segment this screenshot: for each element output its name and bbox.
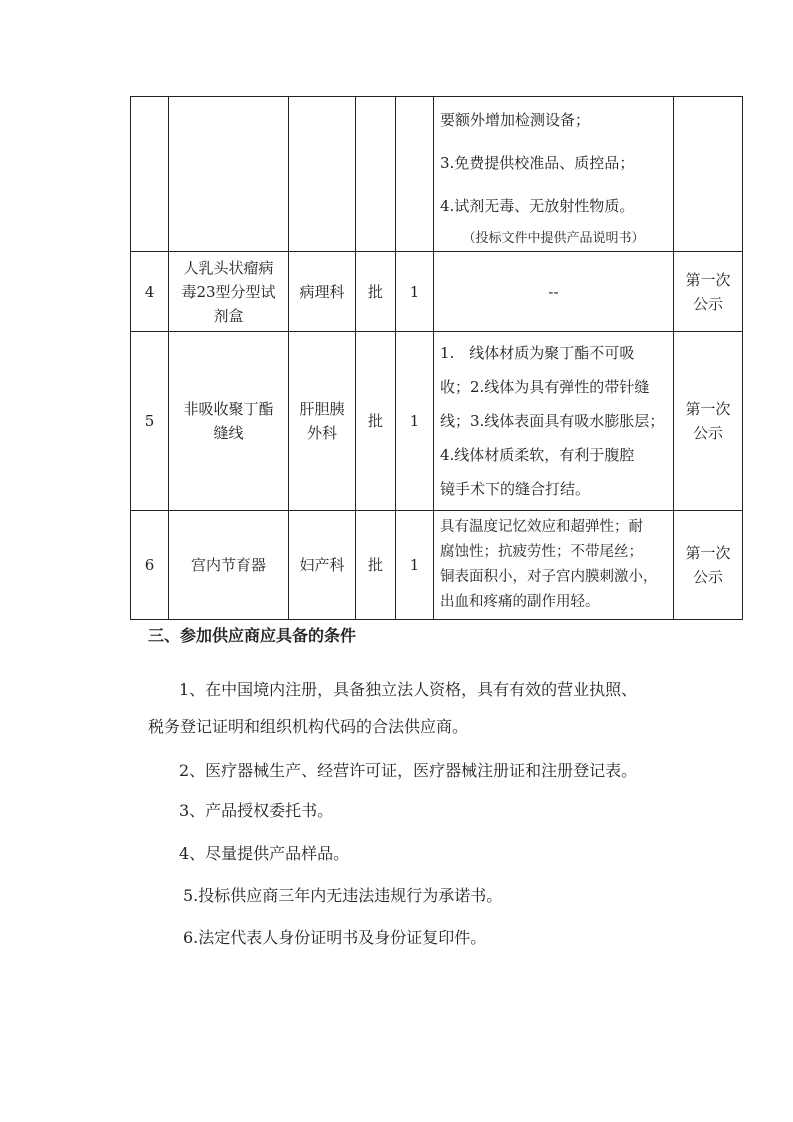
cell-no [131,97,169,252]
cell-dept [289,97,356,252]
product-spec-table [130,96,743,620]
cell-requirements: -- [434,252,674,332]
dept-line: 肝胆胰 [299,400,345,418]
requirement-line: 线；3.线体表面具有吸水膨胀层； [440,412,665,430]
condition-item: 4、尽量提供产品样品。 [179,844,350,863]
requirement-line: 要额外增加检测设备； [440,110,591,129]
requirement-line: 镜手术下的缝合打结。 [440,480,591,498]
note-line: 公示 [692,568,723,586]
cell-note [674,97,743,252]
table-row [131,511,743,620]
cell-qty: 1 [396,511,434,620]
cell-dept [289,332,356,511]
requirement-line: 1. 线体材质为聚丁酯不可吸 [440,344,635,362]
table-row [131,332,743,511]
cell-note [674,252,743,332]
cell-requirements [434,511,674,620]
requirement-line: 腐蚀性；抗疲劳性；不带尾丝； [440,544,643,560]
condition-item: 6.法定代表人身份证明书及身份证复印件。 [183,928,487,947]
note-line: 公示 [692,424,723,442]
condition-item: 3、产品授权委托书。 [179,801,334,820]
table-row [131,252,743,332]
cell-qty: 1 [396,332,434,511]
section-heading: 三、参加供应商应具备的条件 [148,626,357,645]
cell-name [169,97,289,252]
cell-name: 宫内节育器 [169,511,289,620]
requirement-line: 收；2.线体为具有弹性的带针缝 [440,378,650,396]
condition-item: 1、在中国境内注册，具备独立法人资格，具有有效的营业执照、 [179,680,638,699]
cell-note [674,332,743,511]
name-line: 非吸收聚丁酯 [183,400,274,418]
cell-requirements [434,332,674,511]
cell-no: 4 [131,252,169,332]
cell-unit: 批 [356,252,396,332]
cell-unit: 批 [356,511,396,620]
cell-dept: 病理科 [289,252,356,332]
cell-name [169,332,289,511]
cell-unit [356,97,396,252]
note-line: 公示 [692,294,723,313]
name-line: 剂盒 [213,306,244,325]
requirement-note: （投标文件中提供产品说明书） [462,230,645,246]
note-line: 第一次 [685,544,731,562]
condition-item: 5.投标供应商三年内无违法违规行为承诺书。 [183,886,503,905]
cell-unit: 批 [356,332,396,511]
table-row [131,97,743,252]
name-line: 毒23型分型试 [181,282,276,301]
cell-dept: 妇产科 [289,511,356,620]
cell-no: 6 [131,511,169,620]
condition-item: 2、医疗器械生产、经营许可证，医疗器械注册证和注册登记表。 [179,761,638,780]
cell-name [169,252,289,332]
requirement-line: 出血和疼痛的副作用轻。 [440,594,600,610]
cell-no: 5 [131,332,169,511]
cell-note [674,511,743,620]
requirement-line: 铜表面积小，对子宫内膜刺激小， [440,569,658,585]
note-line: 第一次 [685,270,731,289]
name-line: 人乳头状瘤病 [183,258,274,277]
condition-item-continued: 税务登记证明和组织机构代码的合法供应商。 [148,717,469,736]
cell-qty [396,97,434,252]
cell-requirements [434,97,674,252]
name-line: 缝线 [213,424,244,442]
requirement-line: 4.试剂无毒、无放射性物质。 [440,196,635,215]
cell-qty: 1 [396,252,434,332]
requirement-line: 4.线体材质柔软，有利于腹腔 [440,446,635,464]
requirement-line: 3.免费提供校准品、质控品； [440,153,635,172]
dept-line: 外科 [306,424,337,442]
note-line: 第一次 [685,400,731,418]
requirement-line: 具有温度记忆效应和超弹性；耐 [440,519,643,535]
